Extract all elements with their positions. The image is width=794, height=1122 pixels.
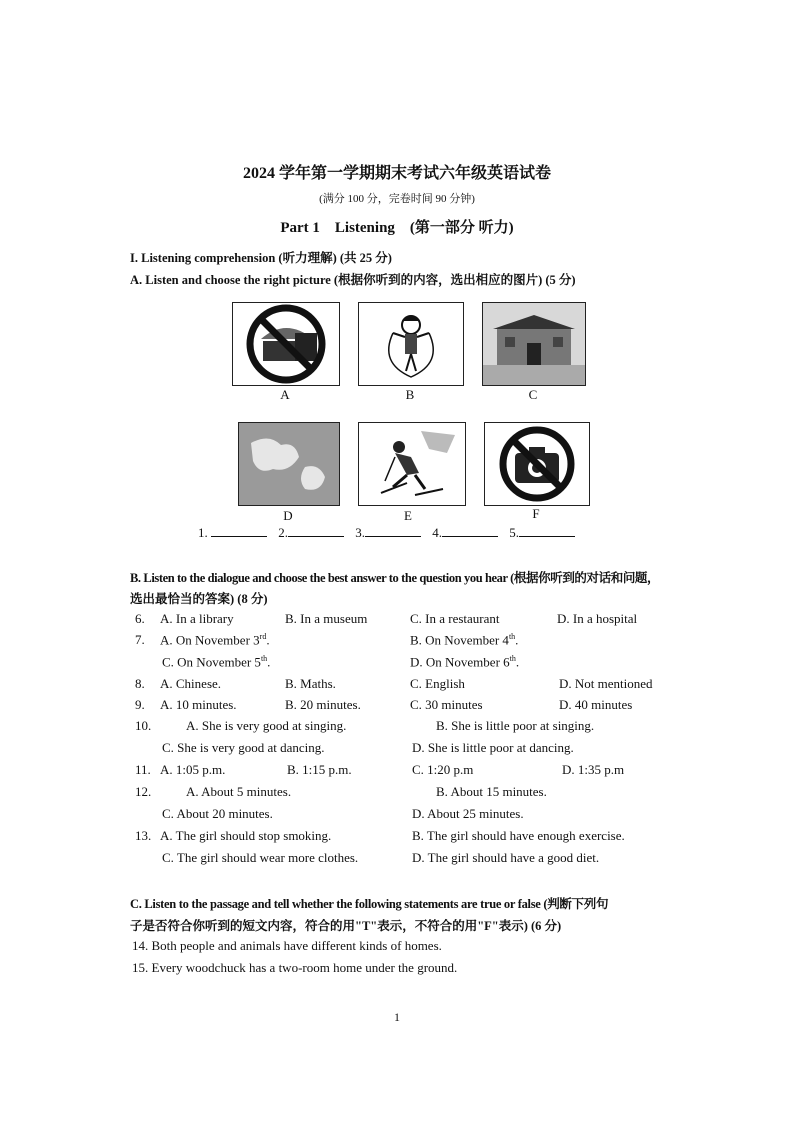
answer-blank-2[interactable]: 2. [278,525,344,540]
question-8-option-a[interactable]: A. Chinese. [160,676,222,691]
no-camera-icon [485,423,589,505]
girl-skipping-rope-icon [359,303,463,385]
no-fast-food-icon [233,303,339,385]
part-b-instruction-line1: B. Listen to the dialogue and choose the best answer to the question you hear (根据你听到的对话和问题， [130,571,660,585]
question-6-option-c[interactable]: C. In a restaurant [410,611,500,626]
part-heading: Part 1 Listening (第一部分 听力) [280,220,514,236]
question-9-option-a[interactable]: A. 10 minutes. [160,697,237,712]
question-7-option-d[interactable]: D. On November 6th. [410,654,520,670]
part-c-instruction-line1: C. Listen to the passage and tell whether the following statements are true or false (判断下列句 [130,897,609,911]
question-6-option-a[interactable]: A. In a library [160,611,234,626]
question-6-number: 6. [135,611,145,626]
question-9-option-c[interactable]: C. 30 minutes [410,697,483,712]
picture-c [482,302,586,386]
question-8-option-c[interactable]: C. English [410,676,465,691]
question-11-option-c[interactable]: C. 1:20 p.m [412,762,474,777]
question-13-option-b[interactable]: B. The girl should have enough exercise. [412,828,625,843]
picture-d [238,422,340,506]
question-7-option-c[interactable]: C. On November 5th. [162,654,271,670]
question-13-number: 13. [135,828,152,843]
question-6-option-b[interactable]: B. In a museum [285,611,368,626]
question-10-option-d[interactable]: D. She is little poor at dancing. [412,740,574,755]
question-13-option-a[interactable]: A. The girl should stop smoking. [160,828,332,843]
question-8-option-d[interactable]: D. Not mentioned [559,676,653,691]
question-7-number: 7. [135,632,145,647]
question-10-option-a[interactable]: A. She is very good at singing. [186,718,347,733]
picture-a [232,302,340,386]
question-12-option-a[interactable]: A. About 5 minutes. [186,784,292,799]
question-8-option-b[interactable]: B. Maths. [285,676,336,691]
island-map-icon [239,423,339,505]
question-9-option-b[interactable]: B. 20 minutes. [285,697,361,712]
answer-blank-4[interactable]: 4. [432,525,498,540]
question-11-option-b[interactable]: B. 1:15 p.m. [287,762,352,777]
picture-e [358,422,466,506]
question-11-number: 11. [135,762,151,777]
question-12-option-c[interactable]: C. About 20 minutes. [162,806,273,821]
question-12-option-d[interactable]: D. About 25 minutes. [412,806,524,821]
question-9-number: 9. [135,697,145,712]
part-c-instruction-line2: 子是否符合你听到的短文内容，符合的用"T"表示，不符合的用"F"表示) (6 分) [130,919,562,933]
question-6-option-d[interactable]: D. In a hospital [557,611,638,626]
question-7-option-b[interactable]: B. On November 4th. [410,632,519,648]
page-number: 1 [394,1010,400,1024]
skier-icon [359,423,465,505]
question-11-option-a[interactable]: A. 1:05 p.m. [160,762,226,777]
part-b-instruction-line2: 选出最恰当的答案) (8 分) [130,592,268,606]
picture-a-label: A [280,387,290,402]
picture-f-label: F [532,506,540,521]
exam-title: 2024 学年第一学期期末考试六年级英语试卷 [242,165,551,182]
question-9-option-d[interactable]: D. 40 minutes [559,697,633,712]
question-11-option-d[interactable]: D. 1:35 p.m [562,762,625,777]
question-10-option-c[interactable]: C. She is very good at dancing. [162,740,325,755]
answer-blank-1[interactable]: 1. [198,525,267,540]
picture-d-label: D [283,508,293,523]
picture-f [484,422,590,506]
question-8-number: 8. [135,676,145,691]
picture-c-label: C [528,387,538,402]
picture-e-label: E [404,508,412,523]
question-10-number: 10. [135,718,152,733]
answer-blank-3[interactable]: 3. [355,525,421,540]
picture-b [358,302,464,386]
section-heading: I. Listening comprehension (听力理解) (共 25 分) [130,251,392,265]
part-a-instruction: A. Listen and choose the right picture (根据你听到的内容，选出相应的图片) (5 分) [130,273,576,287]
exam-subtitle: (满分 100 分，完卷时间 90 分钟) [319,193,475,205]
picture-b-label: B [405,387,415,402]
question-7-option-a[interactable]: A. On November 3rd. [160,632,270,648]
question-13-option-d[interactable]: D. The girl should have a good diet. [412,850,600,865]
question-13-option-c[interactable]: C. The girl should wear more clothes. [162,850,359,865]
palace-building-icon [483,303,585,385]
statement-15: 15. Every woodchuck has a two-room home under the ground. [132,960,458,975]
answer-blank-5[interactable]: 5. [509,525,575,540]
question-12-number: 12. [135,784,152,799]
question-12-option-b[interactable]: B. About 15 minutes. [436,784,547,799]
question-10-option-b[interactable]: B. She is little poor at singing. [436,718,595,733]
part-a-answer-row [198,524,583,541]
statement-14: 14. Both people and animals have different kinds of homes. [132,938,442,953]
